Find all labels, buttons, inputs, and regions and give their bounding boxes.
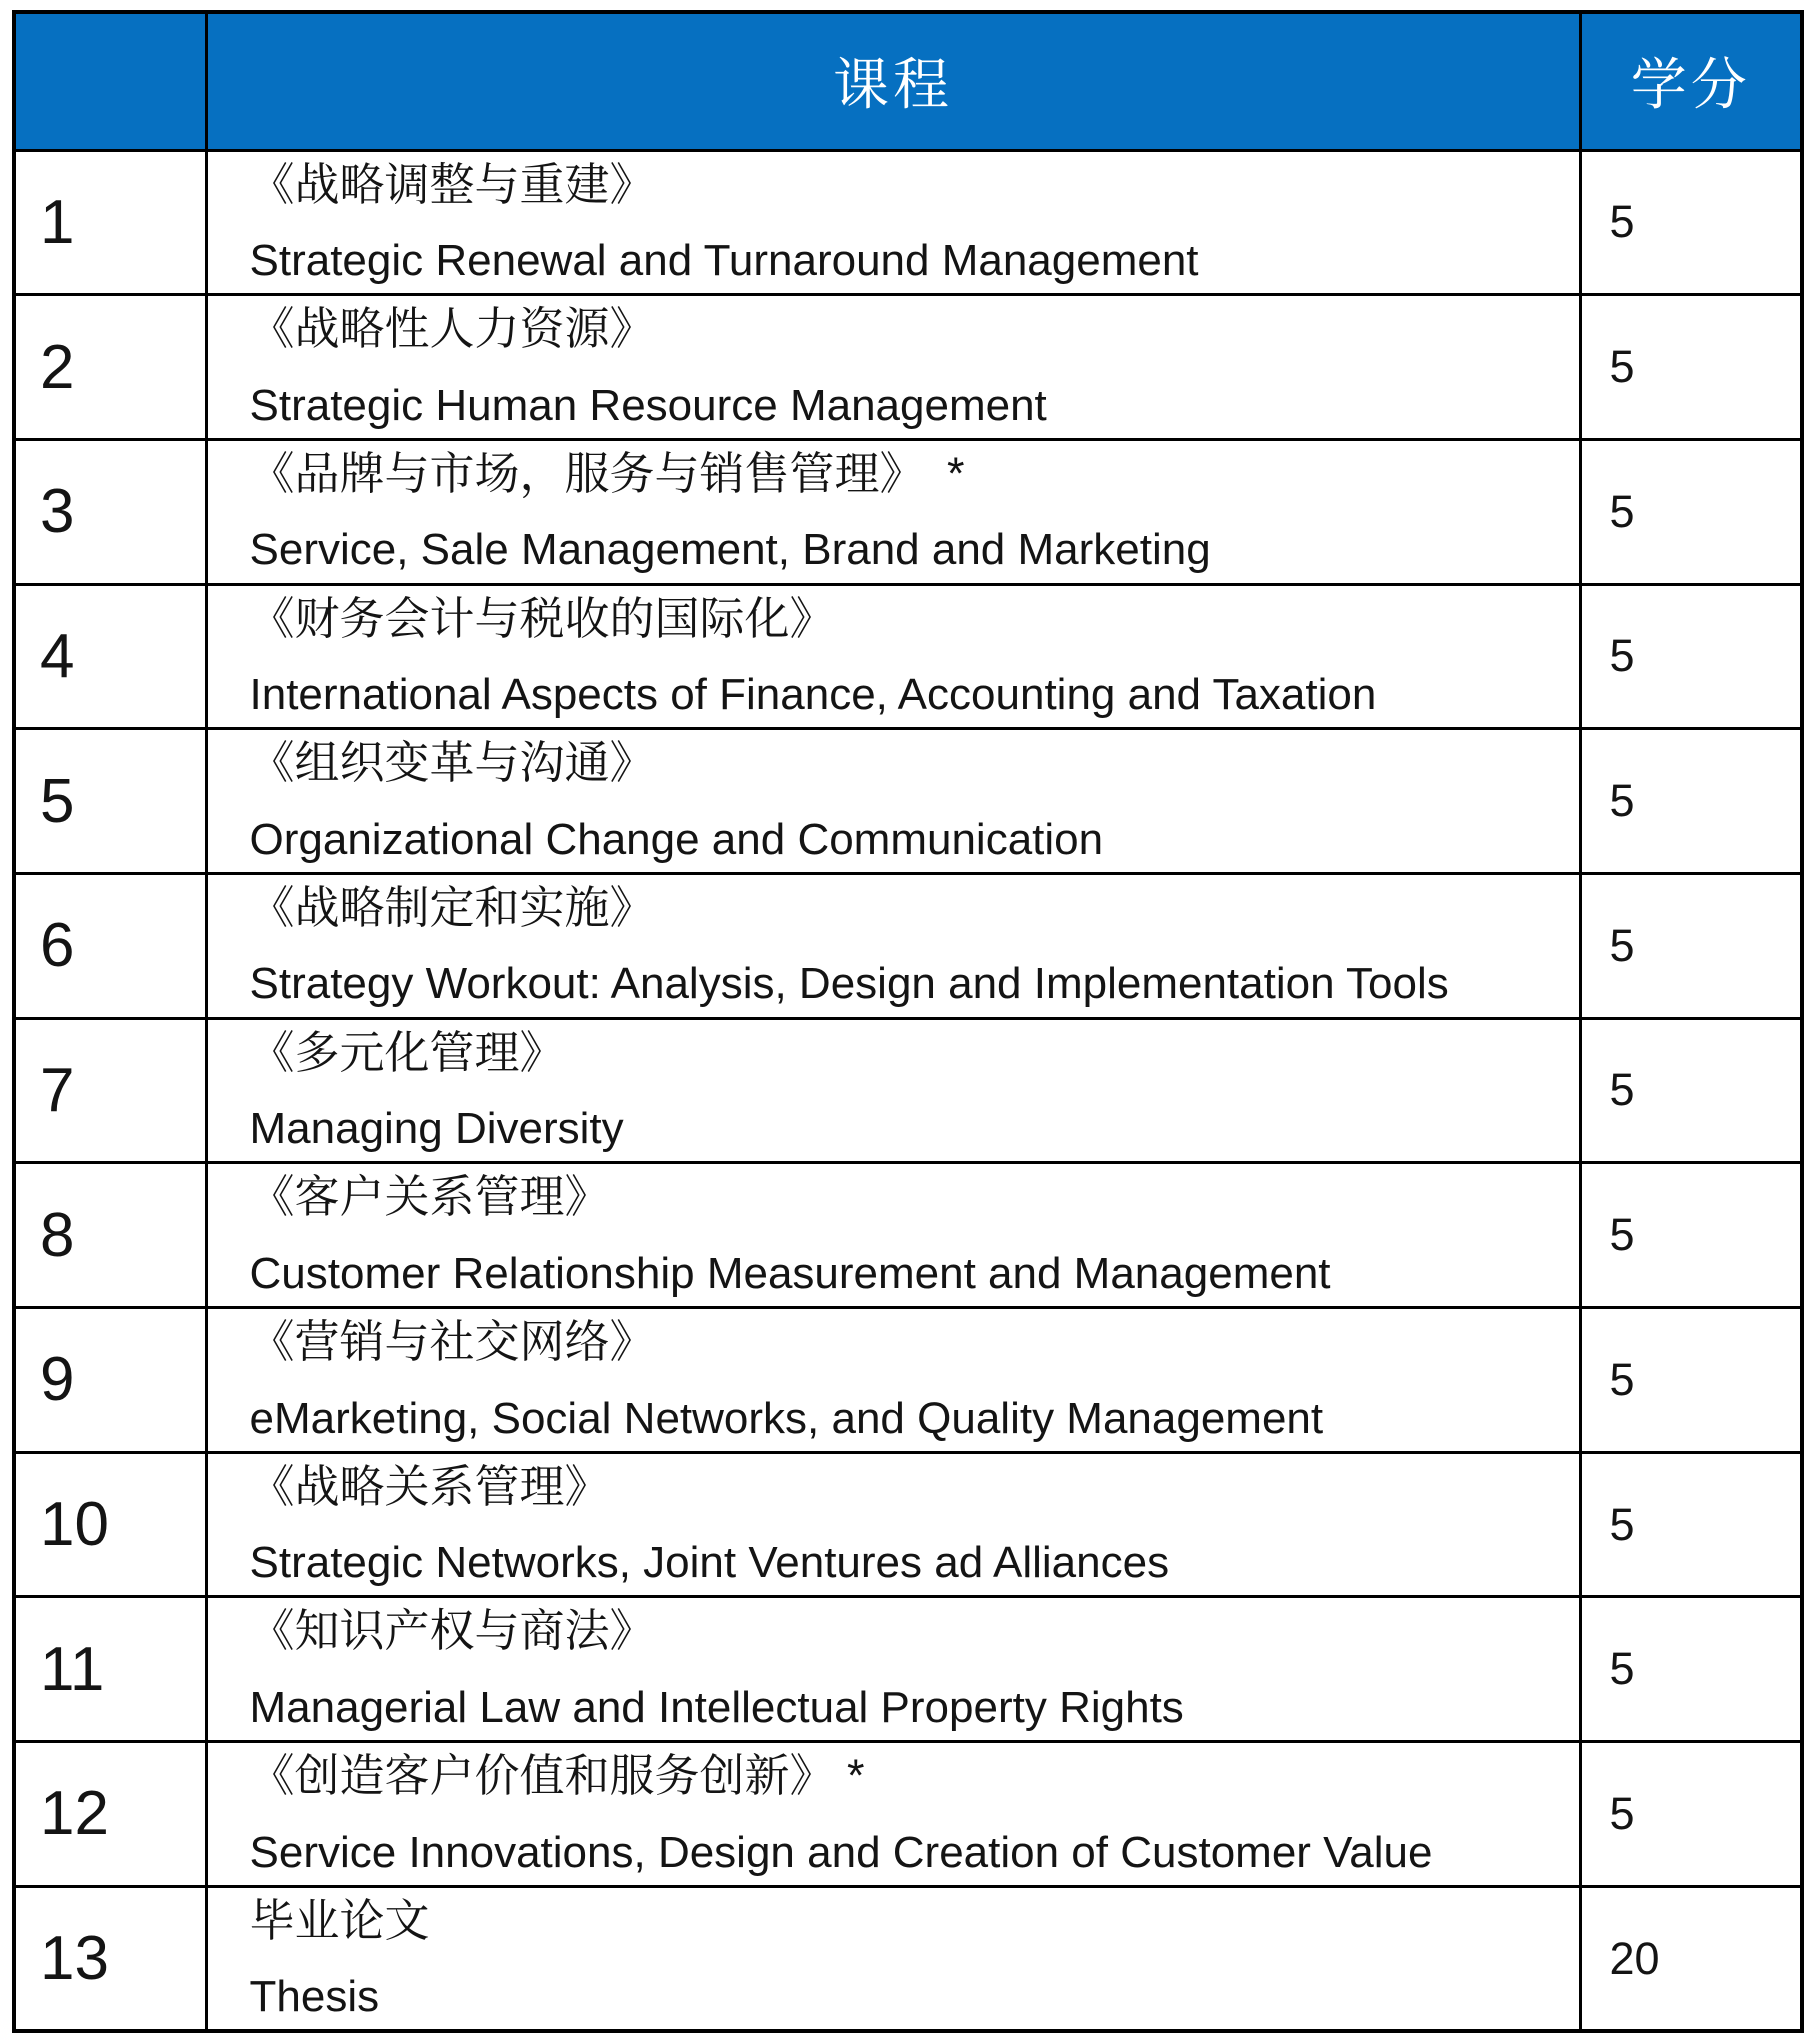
- table-header: [14, 12, 1802, 150]
- credits-value: 5: [1580, 1018, 1802, 1163]
- credits-value: 5: [1580, 150, 1802, 295]
- course-title-en: Service Innovations, Design and Creation of Customer Value: [249, 1827, 1433, 1877]
- credits-value: 5: [1580, 1597, 1802, 1742]
- course-cell: [206, 873, 1580, 1018]
- table-row: [14, 1452, 1802, 1597]
- course-title-en: Strategic Human Resource Management: [249, 380, 1047, 430]
- course-title-zh: 《知识产权与商法》: [249, 1605, 655, 1657]
- course-title-zh: 《创造客户价值和服务创新》 *: [249, 1750, 865, 1802]
- row-number: 7: [14, 1018, 206, 1163]
- row-number: 6: [14, 873, 206, 1018]
- course-lines: [250, 734, 1559, 868]
- course-cell: [206, 1886, 1580, 2031]
- course-title-zh: 《客户关系管理》: [249, 1171, 610, 1223]
- course-lines: [250, 1024, 1559, 1158]
- row-number: 13: [14, 1886, 206, 2031]
- course-title-zh: 《战略性人力资源》: [249, 303, 655, 355]
- row-number: 11: [14, 1597, 206, 1742]
- header-row: [14, 12, 1802, 150]
- course-cell: [206, 1308, 1580, 1453]
- course-lines: [250, 1602, 1559, 1736]
- table-row: [14, 1018, 1802, 1163]
- course-cell: [206, 1018, 1580, 1163]
- course-title-zh: 《组织变革与沟通》: [249, 737, 655, 789]
- course-title-en: Organizational Change and Communication: [249, 814, 1104, 864]
- course-title-en: Strategy Workout: Analysis, Design and Implementation Tools: [249, 959, 1449, 1009]
- course-cell: [206, 729, 1580, 874]
- credits-value: 5: [1580, 729, 1802, 874]
- course-lines: [250, 879, 1559, 1013]
- header-number-cell: [14, 12, 206, 150]
- course-title-zh: 毕业论文: [249, 1894, 430, 1946]
- course-cell: [206, 584, 1580, 729]
- course-title-zh: 《多元化管理》: [249, 1026, 565, 1078]
- course-lines: [250, 1892, 1559, 2026]
- course-lines: [250, 156, 1559, 290]
- credits-value: 5: [1580, 439, 1802, 584]
- table-row: [14, 1597, 1802, 1742]
- course-title-en: Strategic Renewal and Turnaround Management: [249, 236, 1199, 285]
- course-title-zh: 《战略调整与重建》: [249, 158, 655, 210]
- header-course-cell: 课程: [206, 12, 1580, 150]
- course-lines: [250, 1747, 1559, 1881]
- course-lines: [250, 1458, 1559, 1592]
- credits-value: 5: [1580, 1308, 1802, 1453]
- course-title-en: Service, Sale Management, Brand and Marketing: [249, 525, 1211, 575]
- credits-value: 20: [1580, 1886, 1802, 2031]
- course-lines: [250, 590, 1559, 724]
- course-cell: [206, 439, 1580, 584]
- table-row: [14, 295, 1802, 440]
- row-number: 4: [14, 584, 206, 729]
- course-cell: [206, 150, 1580, 295]
- course-title-zh: 《财务会计与税收的国际化》: [249, 592, 835, 644]
- course-title-en: Managerial Law and Intellectual Property Rights: [249, 1682, 1184, 1732]
- credits-value: 5: [1580, 295, 1802, 440]
- header-credits-cell: 学分: [1580, 12, 1802, 150]
- row-number: 12: [14, 1742, 206, 1887]
- table-row: [14, 1742, 1802, 1887]
- credits-value: 5: [1580, 1742, 1802, 1887]
- course-title-en: Strategic Networks, Joint Ventures ad Alliances: [249, 1538, 1170, 1588]
- table-row: [14, 1308, 1802, 1453]
- credits-value: 5: [1580, 1452, 1802, 1597]
- table-row: [14, 1163, 1802, 1308]
- table-row: [14, 1886, 1802, 2031]
- course-title-en: eMarketing, Social Networks, and Quality Management: [249, 1393, 1324, 1443]
- course-lines: [250, 445, 1559, 579]
- course-title-en: Managing Diversity: [249, 1104, 624, 1154]
- course-title-zh: 《品牌与市场，服务与销售管理》 *: [249, 447, 965, 499]
- table-row: [14, 873, 1802, 1018]
- table-row: [14, 729, 1802, 874]
- row-number: 2: [14, 295, 206, 440]
- course-cell: [206, 1163, 1580, 1308]
- row-number: 9: [14, 1308, 206, 1453]
- course-lines: [250, 1313, 1559, 1447]
- course-credits-table: [12, 10, 1804, 2033]
- course-title-en: Customer Relationship Measurement and Management: [249, 1248, 1331, 1298]
- course-title-zh: 《营销与社交网络》: [249, 1316, 655, 1367]
- course-lines: [250, 1168, 1559, 1302]
- course-title-en: International Aspects of Finance, Accounting and Taxation: [249, 670, 1377, 720]
- course-cell: [206, 1742, 1580, 1887]
- course-lines: [250, 300, 1559, 434]
- course-cell: [206, 1452, 1580, 1597]
- course-cell: [206, 295, 1580, 440]
- row-number: 5: [14, 729, 206, 874]
- table-row: [14, 439, 1802, 584]
- course-title-zh: 《战略关系管理》: [249, 1460, 610, 1512]
- credits-value: 5: [1580, 1163, 1802, 1308]
- table-row: [14, 584, 1802, 729]
- table-body: [14, 150, 1802, 2031]
- row-number: 1: [14, 150, 206, 295]
- credits-value: 5: [1580, 873, 1802, 1018]
- course-title-zh: 《战略制定和实施》: [249, 881, 655, 933]
- course-cell: [206, 1597, 1580, 1742]
- credits-value: 5: [1580, 584, 1802, 729]
- row-number: 3: [14, 439, 206, 584]
- course-title-en: Thesis: [249, 1972, 380, 2022]
- row-number: 10: [14, 1452, 206, 1597]
- row-number: 8: [14, 1163, 206, 1308]
- table-row: [14, 150, 1802, 295]
